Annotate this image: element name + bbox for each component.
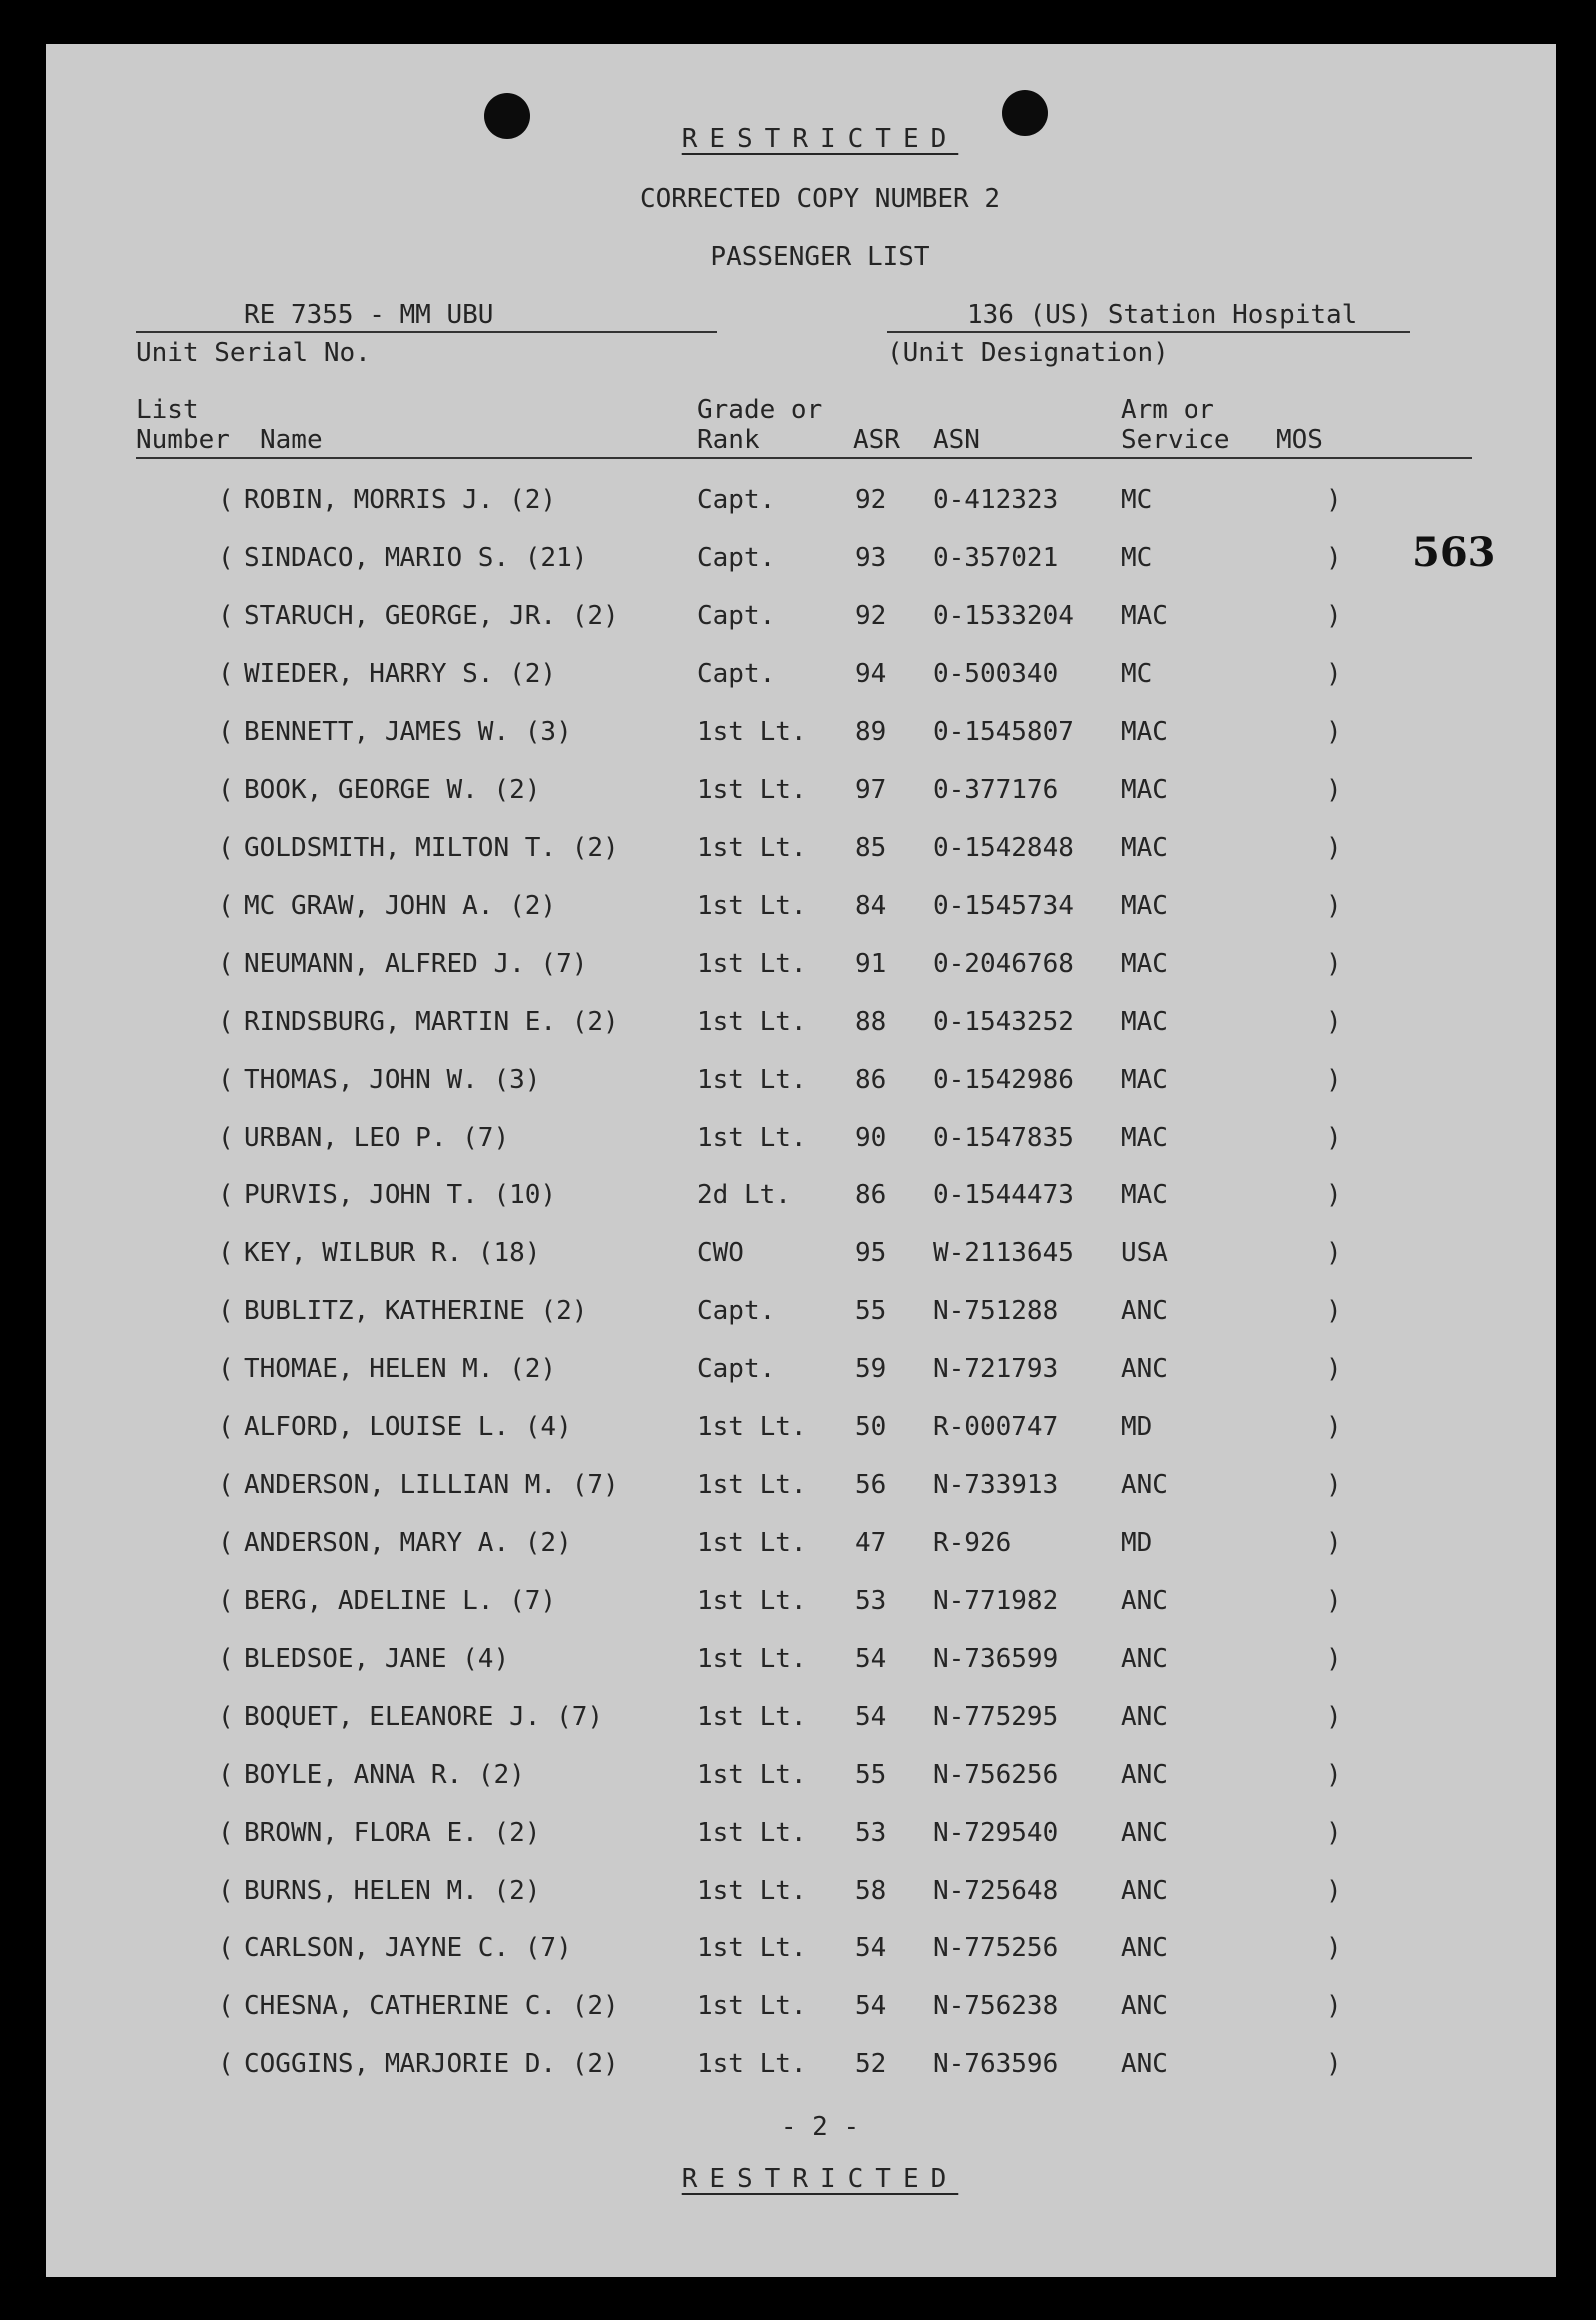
row-asn: N-733913 [933,1470,1059,1500]
row-asn: 0-357021 [933,543,1059,573]
col-header-list: List [136,395,199,425]
row-name: ALFORD, LOUISE L. (4) [244,1412,572,1442]
row-asr: 88 [855,1007,887,1037]
row-arm: MAC [1121,1007,1168,1037]
col-header-asn: ASN [933,425,980,455]
unit-designation-rule [887,331,1410,333]
row-arm: MAC [1121,891,1168,921]
row-grade: Capt. [697,659,776,689]
table-row [46,1991,1556,2031]
unit-designation-value: 136 (US) Station Hospital [967,300,1358,330]
row-asn: 0-1544473 [933,1180,1074,1210]
row-open-paren: ( [218,833,234,863]
row-name: THOMAS, JOHN W. (3) [244,1065,541,1095]
row-grade: 1st Lt. [697,2049,807,2079]
row-asn: 0-500340 [933,659,1059,689]
row-asn: N-736599 [933,1644,1059,1674]
row-open-paren: ( [218,2049,234,2079]
table-row [46,1933,1556,1973]
row-open-paren: ( [218,485,234,515]
row-close-paren: ) [1326,1933,1342,1963]
row-open-paren: ( [218,1876,234,1906]
row-asn: 0-1533204 [933,601,1074,631]
col-header-name: Name [260,425,323,455]
row-grade: 1st Lt. [697,1933,807,1963]
row-asn: N-775256 [933,1933,1059,1963]
row-grade: Capt. [697,543,776,573]
row-open-paren: ( [218,1354,234,1384]
classification-header: RESTRICTED [681,124,959,154]
row-grade: 1st Lt. [697,949,807,979]
row-name: ROBIN, MORRIS J. (2) [244,485,557,515]
row-open-paren: ( [218,1007,234,1037]
row-open-paren: ( [218,1586,234,1616]
row-asr: 54 [855,1991,887,2021]
table-row [46,543,1556,583]
row-asr: 53 [855,1818,887,1848]
row-arm: MAC [1121,717,1168,747]
row-asr: 92 [855,485,887,515]
row-asr: 89 [855,717,887,747]
row-arm: MD [1121,1412,1153,1442]
row-close-paren: ) [1326,485,1342,515]
row-close-paren: ) [1326,1644,1342,1674]
row-arm: ANC [1121,1991,1168,2021]
row-close-paren: ) [1326,1876,1342,1906]
row-asr: 95 [855,1238,887,1268]
row-grade: 1st Lt. [697,1412,807,1442]
row-asr: 59 [855,1354,887,1384]
table-row [46,1354,1556,1394]
row-asr: 90 [855,1123,887,1153]
table-row [46,1644,1556,1684]
row-asn: 0-2046768 [933,949,1074,979]
row-name: CARLSON, JAYNE C. (7) [244,1933,572,1963]
row-name: BLEDSOE, JANE (4) [244,1644,510,1674]
row-name: BOOK, GEORGE W. (2) [244,775,541,805]
row-arm: ANC [1121,1933,1168,1963]
row-asn: N-725648 [933,1876,1059,1906]
row-grade: 1st Lt. [697,1007,807,1037]
row-close-paren: ) [1326,1354,1342,1384]
row-arm: ANC [1121,1354,1168,1384]
row-arm: ANC [1121,1876,1168,1906]
table-row [46,1818,1556,1858]
row-close-paren: ) [1326,1760,1342,1790]
row-asn: 0-1547835 [933,1123,1074,1153]
row-asn: W-2113645 [933,1238,1074,1268]
table-row [46,1065,1556,1105]
row-arm: MC [1121,543,1153,573]
row-asr: 54 [855,1702,887,1732]
row-name: KEY, WILBUR R. (18) [244,1238,541,1268]
row-grade: CWO [697,1238,744,1268]
row-open-paren: ( [218,1180,234,1210]
unit-serial-value: RE 7355 - MM UBU [244,300,494,330]
row-name: ANDERSON, MARY A. (2) [244,1528,572,1558]
table-row [46,1586,1556,1626]
page-stamp-number: 563 [1412,529,1496,576]
row-asr: 58 [855,1876,887,1906]
col-header-grade-1: Grade or [697,395,823,425]
document-title: PASSENGER LIST [710,242,930,272]
row-asn: N-756238 [933,1991,1059,2021]
row-asr: 55 [855,1760,887,1790]
row-grade: 2d Lt. [697,1180,791,1210]
row-asr: 85 [855,833,887,863]
row-open-paren: ( [218,601,234,631]
col-header-mos: MOS [1276,425,1323,455]
col-header-arm-1: Arm or [1121,395,1214,425]
row-close-paren: ) [1326,1123,1342,1153]
row-close-paren: ) [1326,949,1342,979]
row-asr: 86 [855,1180,887,1210]
row-name: WIEDER, HARRY S. (2) [244,659,557,689]
table-row [46,1528,1556,1568]
row-arm: MC [1121,659,1153,689]
row-asn: N-729540 [933,1818,1059,1848]
row-arm: ANC [1121,1644,1168,1674]
row-arm: ANC [1121,1702,1168,1732]
row-name: THOMAE, HELEN M. (2) [244,1354,557,1384]
row-grade: 1st Lt. [697,1586,807,1616]
row-close-paren: ) [1326,1412,1342,1442]
row-name: STARUCH, GEORGE, JR. (2) [244,601,619,631]
row-close-paren: ) [1326,601,1342,631]
row-name: ANDERSON, LILLIAN M. (7) [244,1470,619,1500]
row-open-paren: ( [218,1238,234,1268]
row-asr: 84 [855,891,887,921]
row-close-paren: ) [1326,1470,1342,1500]
row-asr: 55 [855,1296,887,1326]
row-close-paren: ) [1326,1180,1342,1210]
row-arm: MAC [1121,949,1168,979]
row-name: BUBLITZ, KATHERINE (2) [244,1296,588,1326]
row-name: PURVIS, JOHN T. (10) [244,1180,557,1210]
table-row [46,1760,1556,1800]
row-open-paren: ( [218,1528,234,1558]
row-close-paren: ) [1326,833,1342,863]
row-grade: 1st Lt. [697,1123,807,1153]
row-name: MC GRAW, JOHN A. (2) [244,891,557,921]
table-row [46,1470,1556,1510]
row-asn: N-763596 [933,2049,1059,2079]
row-arm: MD [1121,1528,1153,1558]
row-close-paren: ) [1326,2049,1342,2079]
table-row [46,659,1556,699]
copy-note: CORRECTED COPY NUMBER 2 [639,184,1001,214]
row-name: BENNETT, JAMES W. (3) [244,717,572,747]
table-row [46,1702,1556,1742]
table-row [46,1238,1556,1278]
row-grade: 1st Lt. [697,1528,807,1558]
row-name: COGGINS, MARJORIE D. (2) [244,2049,619,2079]
col-header-grade-2: Rank [697,425,760,455]
row-close-paren: ) [1326,1818,1342,1848]
table-row [46,891,1556,931]
row-open-paren: ( [218,1644,234,1674]
row-close-paren: ) [1326,891,1342,921]
classification-footer: RESTRICTED [681,2164,959,2194]
row-arm: MC [1121,485,1153,515]
row-close-paren: ) [1326,1702,1342,1732]
table-row [46,1180,1556,1220]
page-label: - 2 - [780,2112,860,2142]
row-close-paren: ) [1326,775,1342,805]
row-close-paren: ) [1326,1065,1342,1095]
table-row [46,717,1556,757]
row-open-paren: ( [218,1702,234,1732]
row-name: URBAN, LEO P. (7) [244,1123,510,1153]
row-name: BURNS, HELEN M. (2) [244,1876,541,1906]
row-asn: N-756256 [933,1760,1059,1790]
row-asn: 0-1543252 [933,1007,1074,1037]
row-grade: Capt. [697,601,776,631]
row-open-paren: ( [218,1412,234,1442]
row-arm: MAC [1121,1065,1168,1095]
row-arm: MAC [1121,601,1168,631]
table-row [46,775,1556,815]
row-open-paren: ( [218,1123,234,1153]
row-asr: 86 [855,1065,887,1095]
row-grade: 1st Lt. [697,1644,807,1674]
table-row [46,485,1556,525]
row-arm: ANC [1121,2049,1168,2079]
row-asr: 97 [855,775,887,805]
col-header-number: Number [136,425,230,455]
row-grade: Capt. [697,1296,776,1326]
row-arm: ANC [1121,1818,1168,1848]
row-close-paren: ) [1326,1586,1342,1616]
row-open-paren: ( [218,1991,234,2021]
row-close-paren: ) [1326,717,1342,747]
row-asr: 52 [855,2049,887,2079]
row-asr: 47 [855,1528,887,1558]
table-row [46,1876,1556,1916]
row-open-paren: ( [218,659,234,689]
table-row [46,1296,1556,1336]
row-arm: ANC [1121,1760,1168,1790]
row-arm: MAC [1121,775,1168,805]
row-asn: 0-1545734 [933,891,1074,921]
row-name: RINDSBURG, MARTIN E. (2) [244,1007,619,1037]
col-header-asr: ASR [853,425,900,455]
row-open-paren: ( [218,1818,234,1848]
column-header-rule [136,457,1472,459]
row-grade: 1st Lt. [697,1065,807,1095]
col-header-arm-2: Service [1121,425,1230,455]
row-asn: 0-412323 [933,485,1059,515]
row-grade: 1st Lt. [697,833,807,863]
row-open-paren: ( [218,891,234,921]
document-page [46,44,1556,2277]
table-row [46,2049,1556,2089]
row-grade: 1st Lt. [697,1991,807,2021]
row-open-paren: ( [218,949,234,979]
row-grade: 1st Lt. [697,717,807,747]
table-row [46,949,1556,989]
row-arm: MAC [1121,833,1168,863]
row-asr: 92 [855,601,887,631]
row-grade: 1st Lt. [697,1760,807,1790]
row-asr: 50 [855,1412,887,1442]
row-asn: 0-1542848 [933,833,1074,863]
row-name: BERG, ADELINE L. (7) [244,1586,557,1616]
row-grade: Capt. [697,1354,776,1384]
unit-designation-label: (Unit Designation) [887,338,1169,368]
row-close-paren: ) [1326,659,1342,689]
row-open-paren: ( [218,1760,234,1790]
row-asr: 54 [855,1933,887,1963]
row-open-paren: ( [218,717,234,747]
row-arm: ANC [1121,1586,1168,1616]
row-grade: Capt. [697,485,776,515]
row-close-paren: ) [1326,1007,1342,1037]
row-asr: 91 [855,949,887,979]
row-asn: 0-1545807 [933,717,1074,747]
row-close-paren: ) [1326,1991,1342,2021]
row-arm: MAC [1121,1180,1168,1210]
table-row [46,601,1556,641]
row-asr: 94 [855,659,887,689]
table-row [46,1123,1556,1162]
row-name: SINDACO, MARIO S. (21) [244,543,588,573]
row-open-paren: ( [218,1065,234,1095]
row-open-paren: ( [218,543,234,573]
row-grade: 1st Lt. [697,1876,807,1906]
row-grade: 1st Lt. [697,775,807,805]
row-asn: 0-377176 [933,775,1059,805]
row-asr: 56 [855,1470,887,1500]
row-asn: N-721793 [933,1354,1059,1384]
row-close-paren: ) [1326,1238,1342,1268]
row-name: BROWN, FLORA E. (2) [244,1818,541,1848]
row-close-paren: ) [1326,1296,1342,1326]
row-asr: 93 [855,543,887,573]
table-row [46,1412,1556,1452]
row-grade: 1st Lt. [697,1470,807,1500]
row-open-paren: ( [218,1296,234,1326]
unit-serial-rule [136,331,717,333]
row-asn: 0-1542986 [933,1065,1074,1095]
table-row [46,1007,1556,1047]
row-name: CHESNA, CATHERINE C. (2) [244,1991,619,2021]
row-close-paren: ) [1326,543,1342,573]
table-row [46,833,1556,873]
row-asn: N-771982 [933,1586,1059,1616]
row-open-paren: ( [218,1933,234,1963]
row-name: BOQUET, ELEANORE J. (7) [244,1702,604,1732]
row-grade: 1st Lt. [697,1702,807,1732]
row-arm: ANC [1121,1296,1168,1326]
row-asr: 53 [855,1586,887,1616]
row-arm: USA [1121,1238,1168,1268]
unit-serial-label: Unit Serial No. [136,338,371,368]
row-arm: ANC [1121,1470,1168,1500]
row-asr: 54 [855,1644,887,1674]
row-asn: R-000747 [933,1412,1059,1442]
row-asn: R-926 [933,1528,1012,1558]
row-open-paren: ( [218,1470,234,1500]
row-open-paren: ( [218,775,234,805]
row-arm: MAC [1121,1123,1168,1153]
row-name: BOYLE, ANNA R. (2) [244,1760,525,1790]
row-name: NEUMANN, ALFRED J. (7) [244,949,588,979]
row-grade: 1st Lt. [697,891,807,921]
row-grade: 1st Lt. [697,1818,807,1848]
row-asn: N-775295 [933,1702,1059,1732]
row-close-paren: ) [1326,1528,1342,1558]
row-asn: N-751288 [933,1296,1059,1326]
row-name: GOLDSMITH, MILTON T. (2) [244,833,619,863]
